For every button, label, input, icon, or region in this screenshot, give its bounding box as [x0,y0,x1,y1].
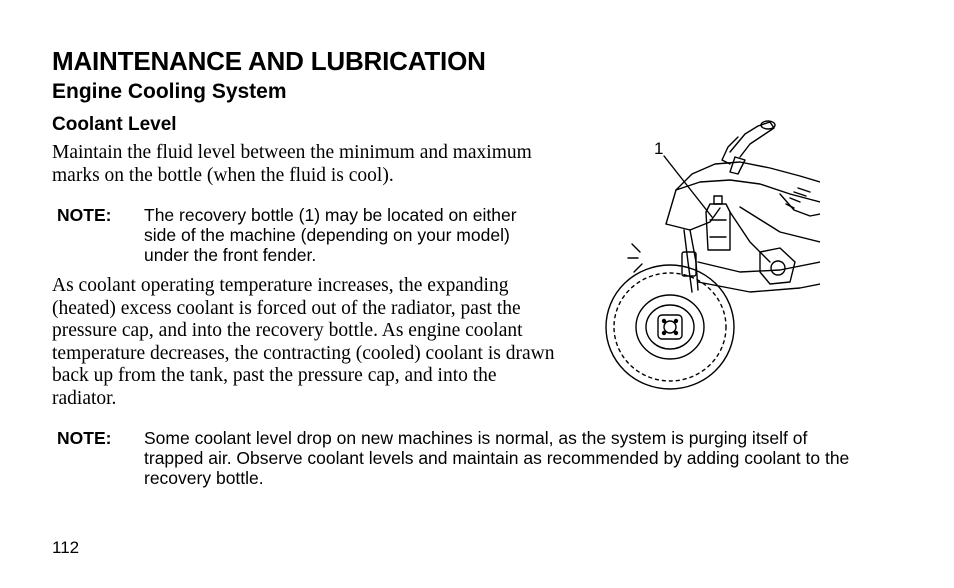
subsection-heading: Coolant Level [52,114,177,135]
note-label: NOTE: [57,205,112,225]
paragraph-coolant-cycle: As coolant operating temperature increases, the expanding (heated) excess coolant is forced out of the radiator, past the pressure cap, and into the recovery bottle. As engine coolant temperature decreases, the contracting (cooled) coolant is drawn back up from the tank, past the pressure cap, and into the radiator. [52,275,555,409]
callout-label: 1 [654,139,664,158]
note-label: NOTE: [57,428,112,448]
atv-recovery-bottle-illustration [580,112,820,397]
note-recovery-bottle [57,205,537,265]
note-coolant-drop [57,428,857,488]
paragraph-coolant-level: Maintain the fluid level between the minimum and maximum marks on the bottle (when the fluid is cool). [52,142,532,186]
handlebar [722,121,775,174]
note-text: Some coolant level drop on new machines is normal, as the system is purging itself of trapped air. Observe coolant levels and maintain as recommended by adding coolant to the recovery bottle. [144,428,850,488]
front-fender [666,162,820,230]
recovery-bottle [706,196,730,250]
front-tire [606,265,734,389]
page-title: MAINTENANCE AND LUBRICATION [52,46,486,76]
section-subtitle: Engine Cooling System [52,80,287,103]
page-number: 112 [52,538,80,557]
note-text: The recovery bottle (1) may be located on either side of the machine (depending on your model) under the front fender. [144,205,517,265]
